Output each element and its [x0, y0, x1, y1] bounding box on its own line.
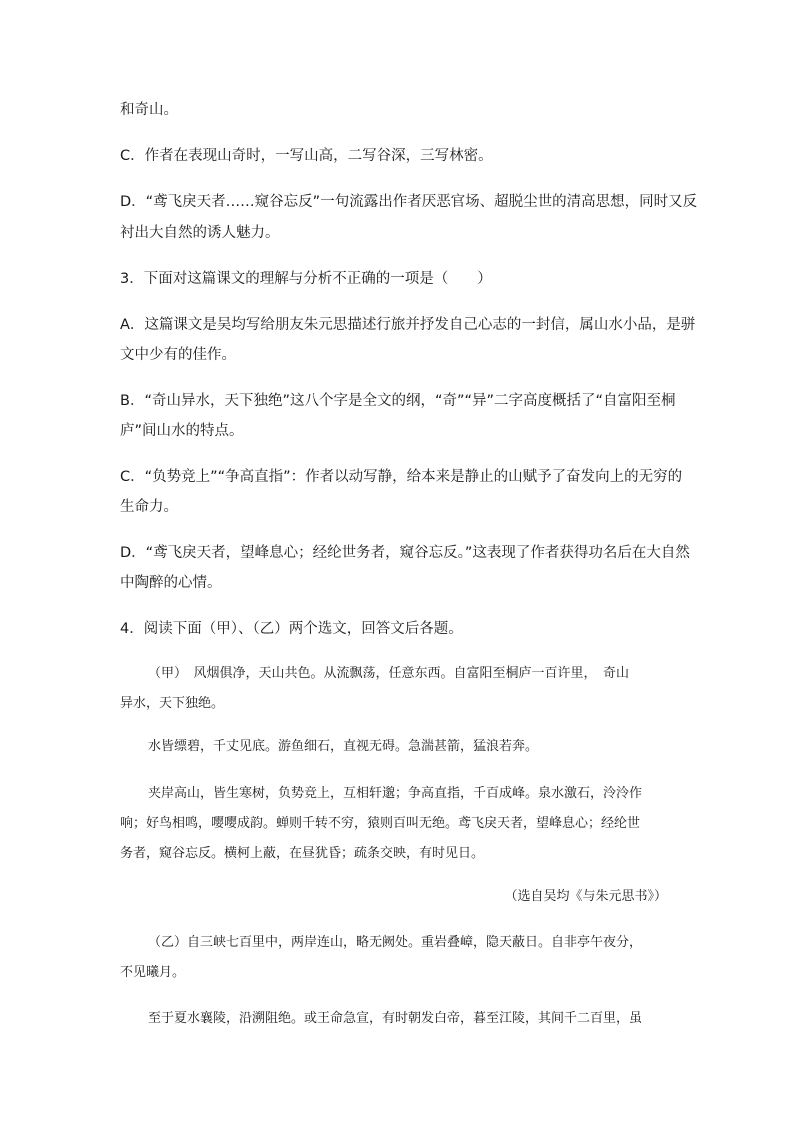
text-line: 中陶醉的心情。: [120, 575, 222, 591]
text-line: 庐”间山水的特点。: [120, 423, 244, 439]
option-b: B．“奇山异水，天下独绝”这八个字是全文的纲，“奇”“异”二字高度概括了“自富阳至桐: [120, 393, 676, 409]
question-4: 4．阅读下面（甲）、（乙）两个选文，回答文后各题。: [120, 621, 463, 637]
option-a: A．这篇课文是吴均写给朋友朱元思描述行旅并抒发自己心志的一封信，属山水小品，是骈: [120, 317, 696, 333]
passage-jia-line: 夹岸高山，皆生寒树，负势竞上，互相轩邈；争高直指，千百成峰。泉水激石，泠泠作: [148, 786, 643, 801]
passage-source: （选自吴均《与朱元思书》）: [504, 889, 667, 904]
option-c: C．作者在表现山奇时，一写山高，二写谷深，三写林密。: [120, 148, 493, 164]
passage-yi-line: 至于夏水襄陵，沿溯阻绝。或王命急宣，有时朝发白帝，暮至江陵，其间千二百里，虽: [148, 1011, 643, 1026]
passage-jia-line: 水皆缥碧，千丈见底。游鱼细石，直视无碍。急湍甚箭，猛浪若奔。: [148, 739, 539, 754]
passage-jia-line: 异水，天下独绝。: [120, 696, 225, 711]
option-c: C．“负势竞上”“争高直指”：作者以动写静，给本来是静止的山赋予了奋发向上的无穷的: [120, 469, 683, 485]
passage-jia-line: 务者，窥谷忘反。横柯上蔽，在昼犹昏；疏条交映，有时见日。: [120, 846, 485, 861]
question-3: 3．下面对这篇课文的理解与分析不正确的一项是（ ）: [120, 271, 492, 287]
passage-yi-line: （乙）自三峡七百里中，两岸连山，略无阙处。重岩叠嶂，隐天蔽日。自非亭午夜分，: [148, 935, 643, 950]
option-d: D．“鸢飞戾天者……窥谷忘反”一句流露出作者厌恶官场、超脱尘世的清高思想，同时又反: [120, 194, 698, 210]
text-line: 衬出大自然的诱人魅力。: [120, 225, 280, 241]
passage-yi-line: 不见曦月。: [120, 965, 186, 980]
text-line: 文中少有的佳作。: [120, 347, 236, 363]
text-line: 和奇山。: [120, 102, 178, 118]
passage-jia-line: 响；好鸟相鸣，嘤嘤成韵。蝉则千转不穷，猿则百叫无绝。鸢飞戾天者，望峰息心；经纶世: [120, 816, 641, 831]
text-line: 生命力。: [120, 499, 178, 515]
passage-jia-line: （甲） 风烟俱净，天山共色。从流飘荡，任意东西。自富阳至桐庐一百许里， 奇山: [148, 666, 630, 681]
option-d: D．“鸢飞戾天者，望峰息心；经纶世务者，窥谷忘反。”这表现了作者获得功名后在大自然: [120, 545, 690, 561]
